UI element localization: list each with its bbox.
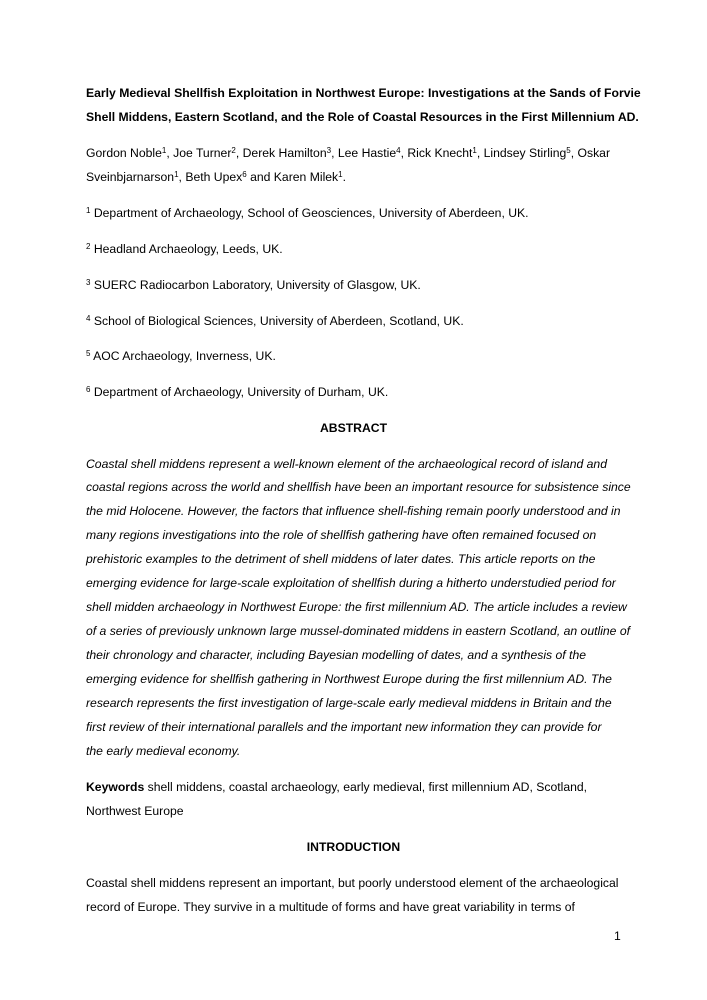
affiliation-text: Department of Archaeology, School of Geosciences, University of Aberdeen, UK. [93,206,529,220]
affiliation-text: Headland Archaeology, Leeds, UK. [93,242,283,256]
affiliation-5 [86,349,276,363]
affiliation-number: 6 [86,385,91,394]
abstract-line: emerging evidence for large-scale exploitation of shellfish during a hitherto understudied period for [86,576,616,590]
affiliation-4 [86,314,464,328]
author-affiliation-mark: 1 [161,146,167,155]
abstract-line: of a series of previously unknown large mussel-dominated middens in eastern Scotland, an outline of [86,624,631,638]
keywords-text: shell middens, coastal archaeology, early medieval, first millennium AD, Scotland, [147,780,588,794]
abstract-line: shell midden archaeology in Northwest Europe: the first millennium AD. The article includes a review [86,600,627,614]
abstract-line: emerging evidence for shellfish gathering in Northwest Europe during the first millennium AD. The [86,672,612,686]
affiliation-text: School of Biological Sciences, University of Aberdeen, Scotland, UK. [93,314,464,328]
author-name: Lindsey Stirling [483,146,567,160]
author-affiliation-mark: 5 [566,146,571,155]
affiliation-number: 4 [86,314,91,323]
author-name: Beth Upex [185,170,243,184]
author-affiliation-mark: 1 [174,170,179,179]
authors-line-2: Sveinbjarnarson$^1$, Beth Upex$^6$ and Karen Milek$^1$. [86,170,346,184]
introduction-line: Coastal shell middens represent an important, but poorly understood element of the archaeological [86,876,619,890]
abstract-line: many regions investigations into the role of shellfish gathering have often remained focused on [86,528,597,542]
affiliation-number: 5 [86,349,91,358]
abstract-line: research represents the first investigation of large-scale early medieval middens in Britain and the [86,696,612,710]
abstract-heading: ABSTRACT [319,421,388,435]
abstract-line: their chronology and character, including Bayesian modelling of dates, and a synthesis of the [86,648,586,662]
introduction-heading: INTRODUCTION [306,840,401,854]
abstract-line: prehistoric examples to the detriment of shell middens of later dates. This article reports on the [86,552,596,566]
affiliation-number: 3 [86,278,91,287]
abstract-line: the mid Holocene. However, the factors that influence shell-fishing remain poorly understood and in [86,504,621,518]
keywords-label: Keywords [86,780,145,794]
title-line-1: Early Medieval Shellfish Exploitation in Northwest Europe: Investigations at the Sands of Forvie [86,86,641,100]
abstract-line: coastal regions across the world and shellfish have been an important resource for subsistence since [86,480,631,494]
affiliation-text: AOC Archaeology, Inverness, UK. [93,349,276,363]
keywords-line-2: Northwest Europe [86,804,184,818]
affiliation-2 [86,242,283,256]
affiliation-number: 2 [86,242,91,251]
author-affiliation-mark: 1 [338,170,343,179]
author-name: Karen Milek [273,170,339,184]
authors-line-1: Gordon Noble$^1$, Joe Turner$^2$, Derek Hamilton$^3$, Lee Hastie$^4$, Rick Knecht$^1$, Lindsey Stirling$^5$, Oskar [86,146,611,160]
affiliation-number: 1 [86,206,91,215]
author-name: Lee Hastie [337,146,397,160]
author-affiliation-mark: 4 [396,146,401,155]
author-affiliation-mark: 6 [242,170,247,179]
affiliation-1 [86,206,529,220]
page-number: 1 [614,929,621,943]
author-name: Joe Turner [173,146,232,160]
title-line-2: Shell Middens, Eastern Scotland, and the Role of Coastal Resources in the First Millennium AD. [86,110,639,124]
keywords-line-1 [86,780,587,794]
affiliation-6 [86,385,388,399]
affiliation-text: SUERC Radiocarbon Laboratory, University of Glasgow, UK. [93,278,421,292]
author-name: Rick Knecht [407,146,473,160]
affiliation-3 [86,278,421,292]
abstract-line: first review of their international parallels and the important new information they can provide for [86,720,602,734]
author-name: Gordon Noble [86,146,162,160]
affiliation-text: Department of Archaeology, University of Durham, UK. [93,385,389,399]
abstract-line: the early medieval economy. [86,744,241,758]
author-affiliation-mark: 3 [326,146,332,155]
author-name: Derek Hamilton [242,146,327,160]
author-affiliation-mark: 1 [472,146,477,155]
introduction-line: record of Europe. They survive in a multitude of forms and have great variability in terms of [86,900,575,914]
author-affiliation-mark: 2 [231,146,236,155]
abstract-line: Coastal shell middens represent a well-known element of the archaeological record of island and [86,457,607,471]
